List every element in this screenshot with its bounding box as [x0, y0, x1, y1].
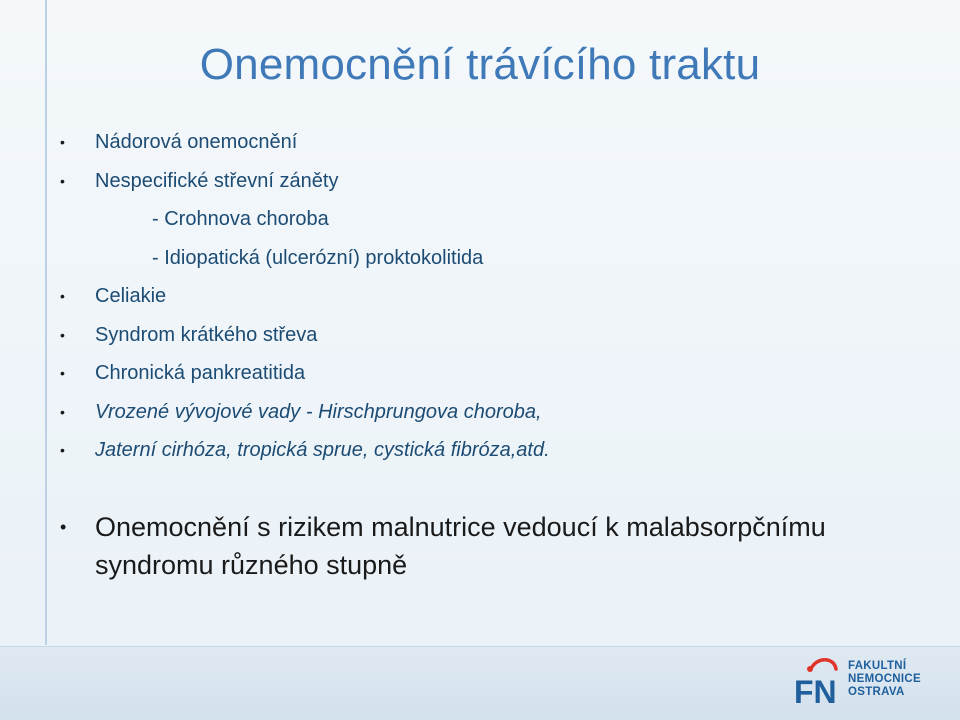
bullet-marker: • — [60, 365, 65, 381]
hospital-logo — [790, 655, 955, 715]
bullet-list — [60, 123, 940, 470]
bullet-item — [60, 316, 940, 355]
bullet-item — [60, 393, 940, 432]
bullet-text: Chronická pankreatitida — [95, 362, 306, 384]
summary-text: Onemocnění s rizikem malnutrice vedoucí k malabsorpčnímu syndromu různého stupně — [95, 512, 826, 580]
bullet-item — [60, 162, 940, 201]
bullet-marker: • — [60, 172, 65, 189]
logo-line-3: OSTRAVA — [848, 686, 905, 698]
logo-line-1: FAKULTNÍ — [848, 660, 907, 672]
bullet-text: Vrozené vývojové vady - Hirschprungova choroba, — [95, 400, 542, 423]
sub-bullet-item — [60, 239, 940, 278]
bullet-item — [60, 123, 940, 162]
bullet-text: Celiakie — [95, 285, 167, 307]
slide-title: Onemocnění trávícího traktu — [199, 40, 761, 89]
bullet-text: Syndrom krátkého střeva — [95, 323, 318, 346]
bullet-marker: • — [60, 403, 65, 420]
fno-logo-icon — [790, 655, 850, 715]
bullet-text: Nespecifické střevní záněty — [95, 169, 339, 192]
logo-line-2: NEMOCNICE — [848, 673, 921, 685]
bullet-marker: • — [60, 442, 65, 458]
sub-bullet-text: - Idiopatická (ulcerózní) proktokolitida — [152, 246, 484, 269]
bullet-marker: • — [60, 517, 67, 537]
bullet-item — [60, 277, 940, 316]
bullet-marker: • — [60, 134, 65, 150]
bullet-text: Jaterní cirhóza, tropická sprue, cystická fibróza,atd. — [95, 439, 550, 461]
bullet-item — [60, 431, 940, 470]
bullet-marker: • — [60, 326, 65, 343]
logo-text — [848, 660, 921, 699]
bullet-text: Nádorová onemocnění — [95, 131, 298, 153]
left-divider — [45, 0, 47, 645]
bullet-marker: • — [60, 288, 65, 304]
bullet-item — [60, 354, 940, 393]
sub-bullet-text: - Crohnova choroba — [152, 208, 329, 230]
logo-mark-text: FN — [794, 674, 837, 710]
sub-bullet-item — [60, 200, 940, 239]
